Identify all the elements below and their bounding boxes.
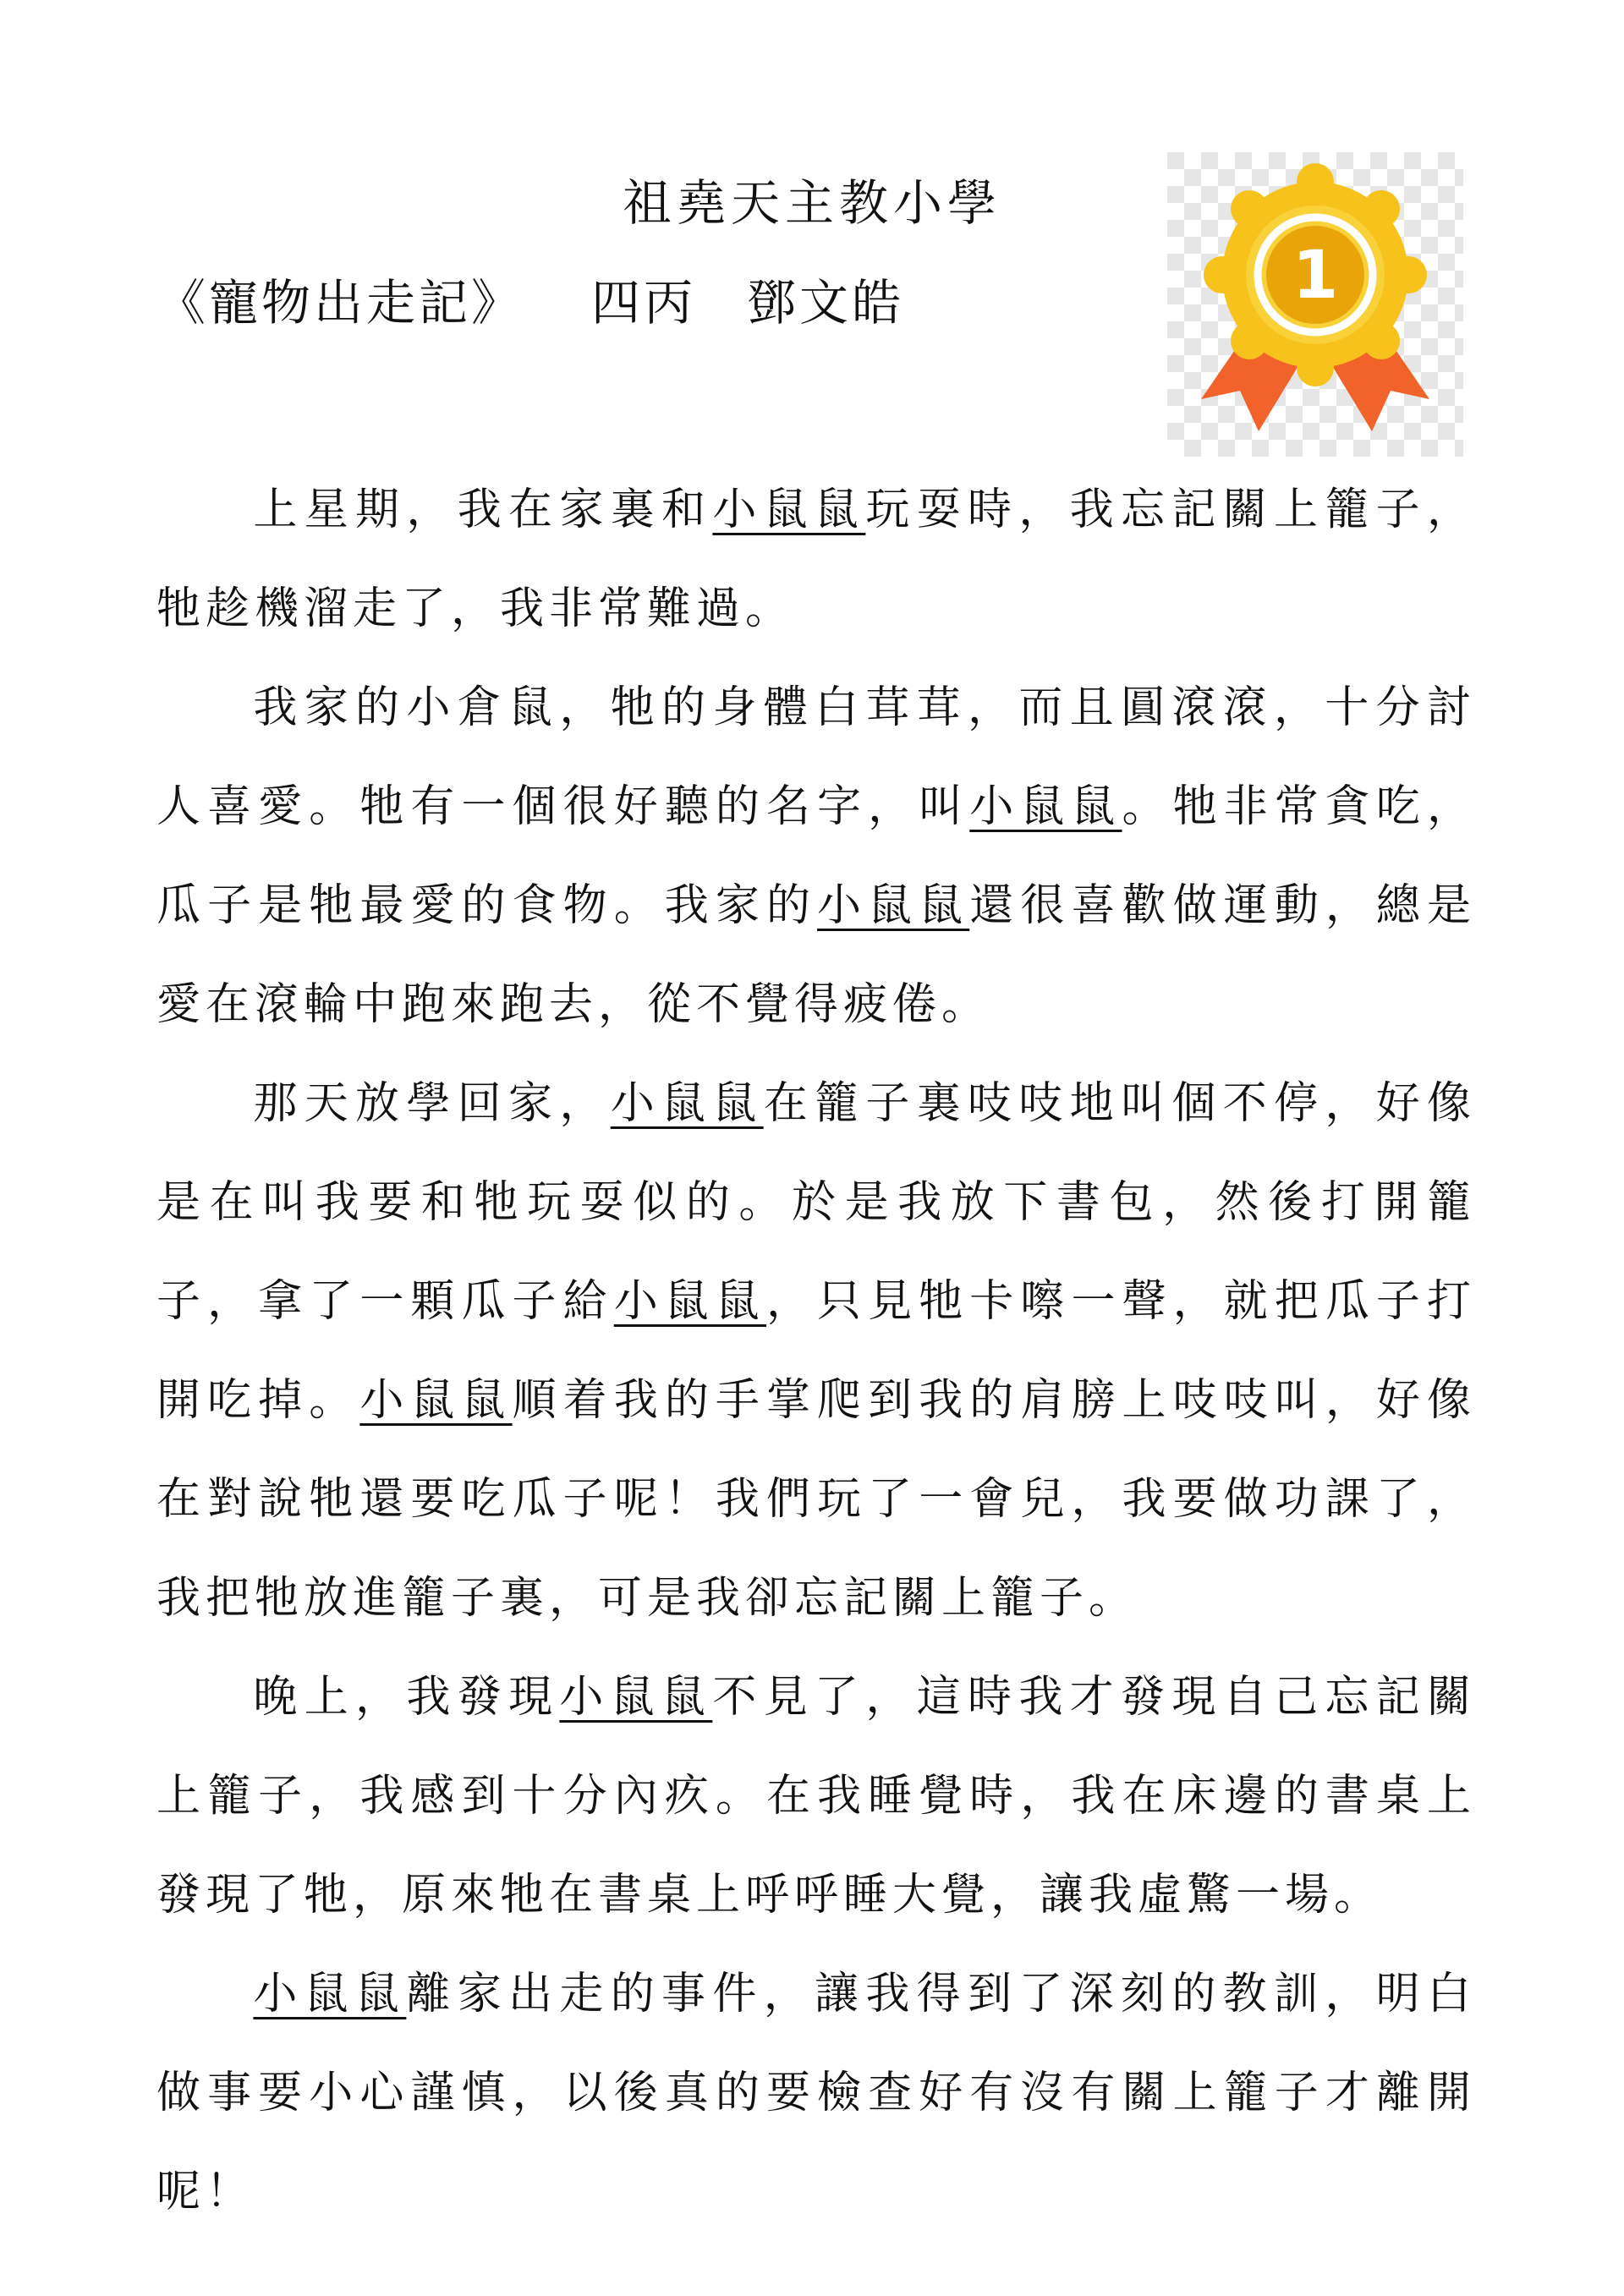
paragraph-text: 我家的小倉鼠，牠的身體白茸茸，而且圓滾滾，十分討人喜愛。牠有一個很好聽的名字，叫 — [156, 682, 1476, 832]
underlined-name: 小鼠鼠 — [359, 1375, 513, 1426]
underlined-name: 小鼠鼠 — [817, 880, 970, 931]
essay-body — [156, 461, 1476, 2242]
essay-paragraph — [156, 1945, 1476, 2242]
essay-paragraph — [156, 1648, 1476, 1945]
paragraph-text: 。牠非常貪吃，瓜子是牠最愛的食物。我家的 — [156, 781, 1476, 931]
essay-paragraph — [156, 659, 1476, 1055]
paragraph-text: 在籠子裏吱吱地叫個不停，好像是在叫我要和牠玩耍似的。於是我放下書包，然後打開籠子，拿了一顆瓜子給 — [156, 1078, 1476, 1327]
paragraph-text: 玩耍時，我忘記關上籠子，牠趁機溜走了，我非常難過。 — [156, 485, 1476, 634]
paragraph-text: 還很喜歡做運動，總是愛在滾輪中跑來跑去，從不覺得疲倦。 — [156, 880, 1476, 1030]
essay-paragraph — [156, 1055, 1476, 1648]
paragraph-text: 離家出走的事件，讓我得到了深刻的教訓，明白做事要小心謹慎，以後真的要檢查好有沒有關上籠子才離開呢！ — [156, 1969, 1476, 2217]
underlined-name: 小鼠鼠 — [712, 485, 866, 535]
underlined-name: 小鼠鼠 — [559, 1672, 713, 1723]
underlined-name: 小鼠鼠 — [253, 1969, 407, 2019]
school-name: 祖堯天主教小學 — [622, 174, 1001, 232]
underlined-name: 小鼠鼠 — [969, 781, 1122, 832]
student-class: 四丙 — [591, 274, 697, 332]
paragraph-text: 不見了，這時我才發現自己忘記關上籠子，我感到十分內疚。在我睡覺時，我在床邊的書桌上發現了牠，原來牠在書桌上呼呼睡大覺，讓我虛驚一場。 — [156, 1672, 1476, 1921]
paragraph-text: 上星期，我在家裏和 — [253, 485, 713, 535]
essay-title-line — [156, 269, 904, 337]
essay-title: 《寵物出走記》 — [156, 274, 524, 332]
student-name: 鄧文皓 — [747, 274, 905, 332]
essay-paragraph — [156, 461, 1476, 659]
underlined-name: 小鼠鼠 — [610, 1078, 764, 1129]
gold-medal-icon — [1167, 152, 1463, 457]
paragraph-text: 晚上，我發現 — [253, 1672, 560, 1723]
paragraph-text: 那天放學回家， — [253, 1078, 611, 1129]
paragraph-text: 順着我的手掌爬到我的肩膀上吱吱叫，好像在對說牠還要吃瓜子呢！我們玩了一會兒，我要做功課了，我把牠放進籠子裏，可是我卻忘記關上籠子。 — [156, 1375, 1476, 1624]
underlined-name: 小鼠鼠 — [613, 1276, 766, 1327]
paragraph-text: ，只見牠卡嚓一聲，就把瓜子打開吃掉。 — [156, 1276, 1476, 1426]
medal-rank: 1 — [1292, 238, 1339, 314]
